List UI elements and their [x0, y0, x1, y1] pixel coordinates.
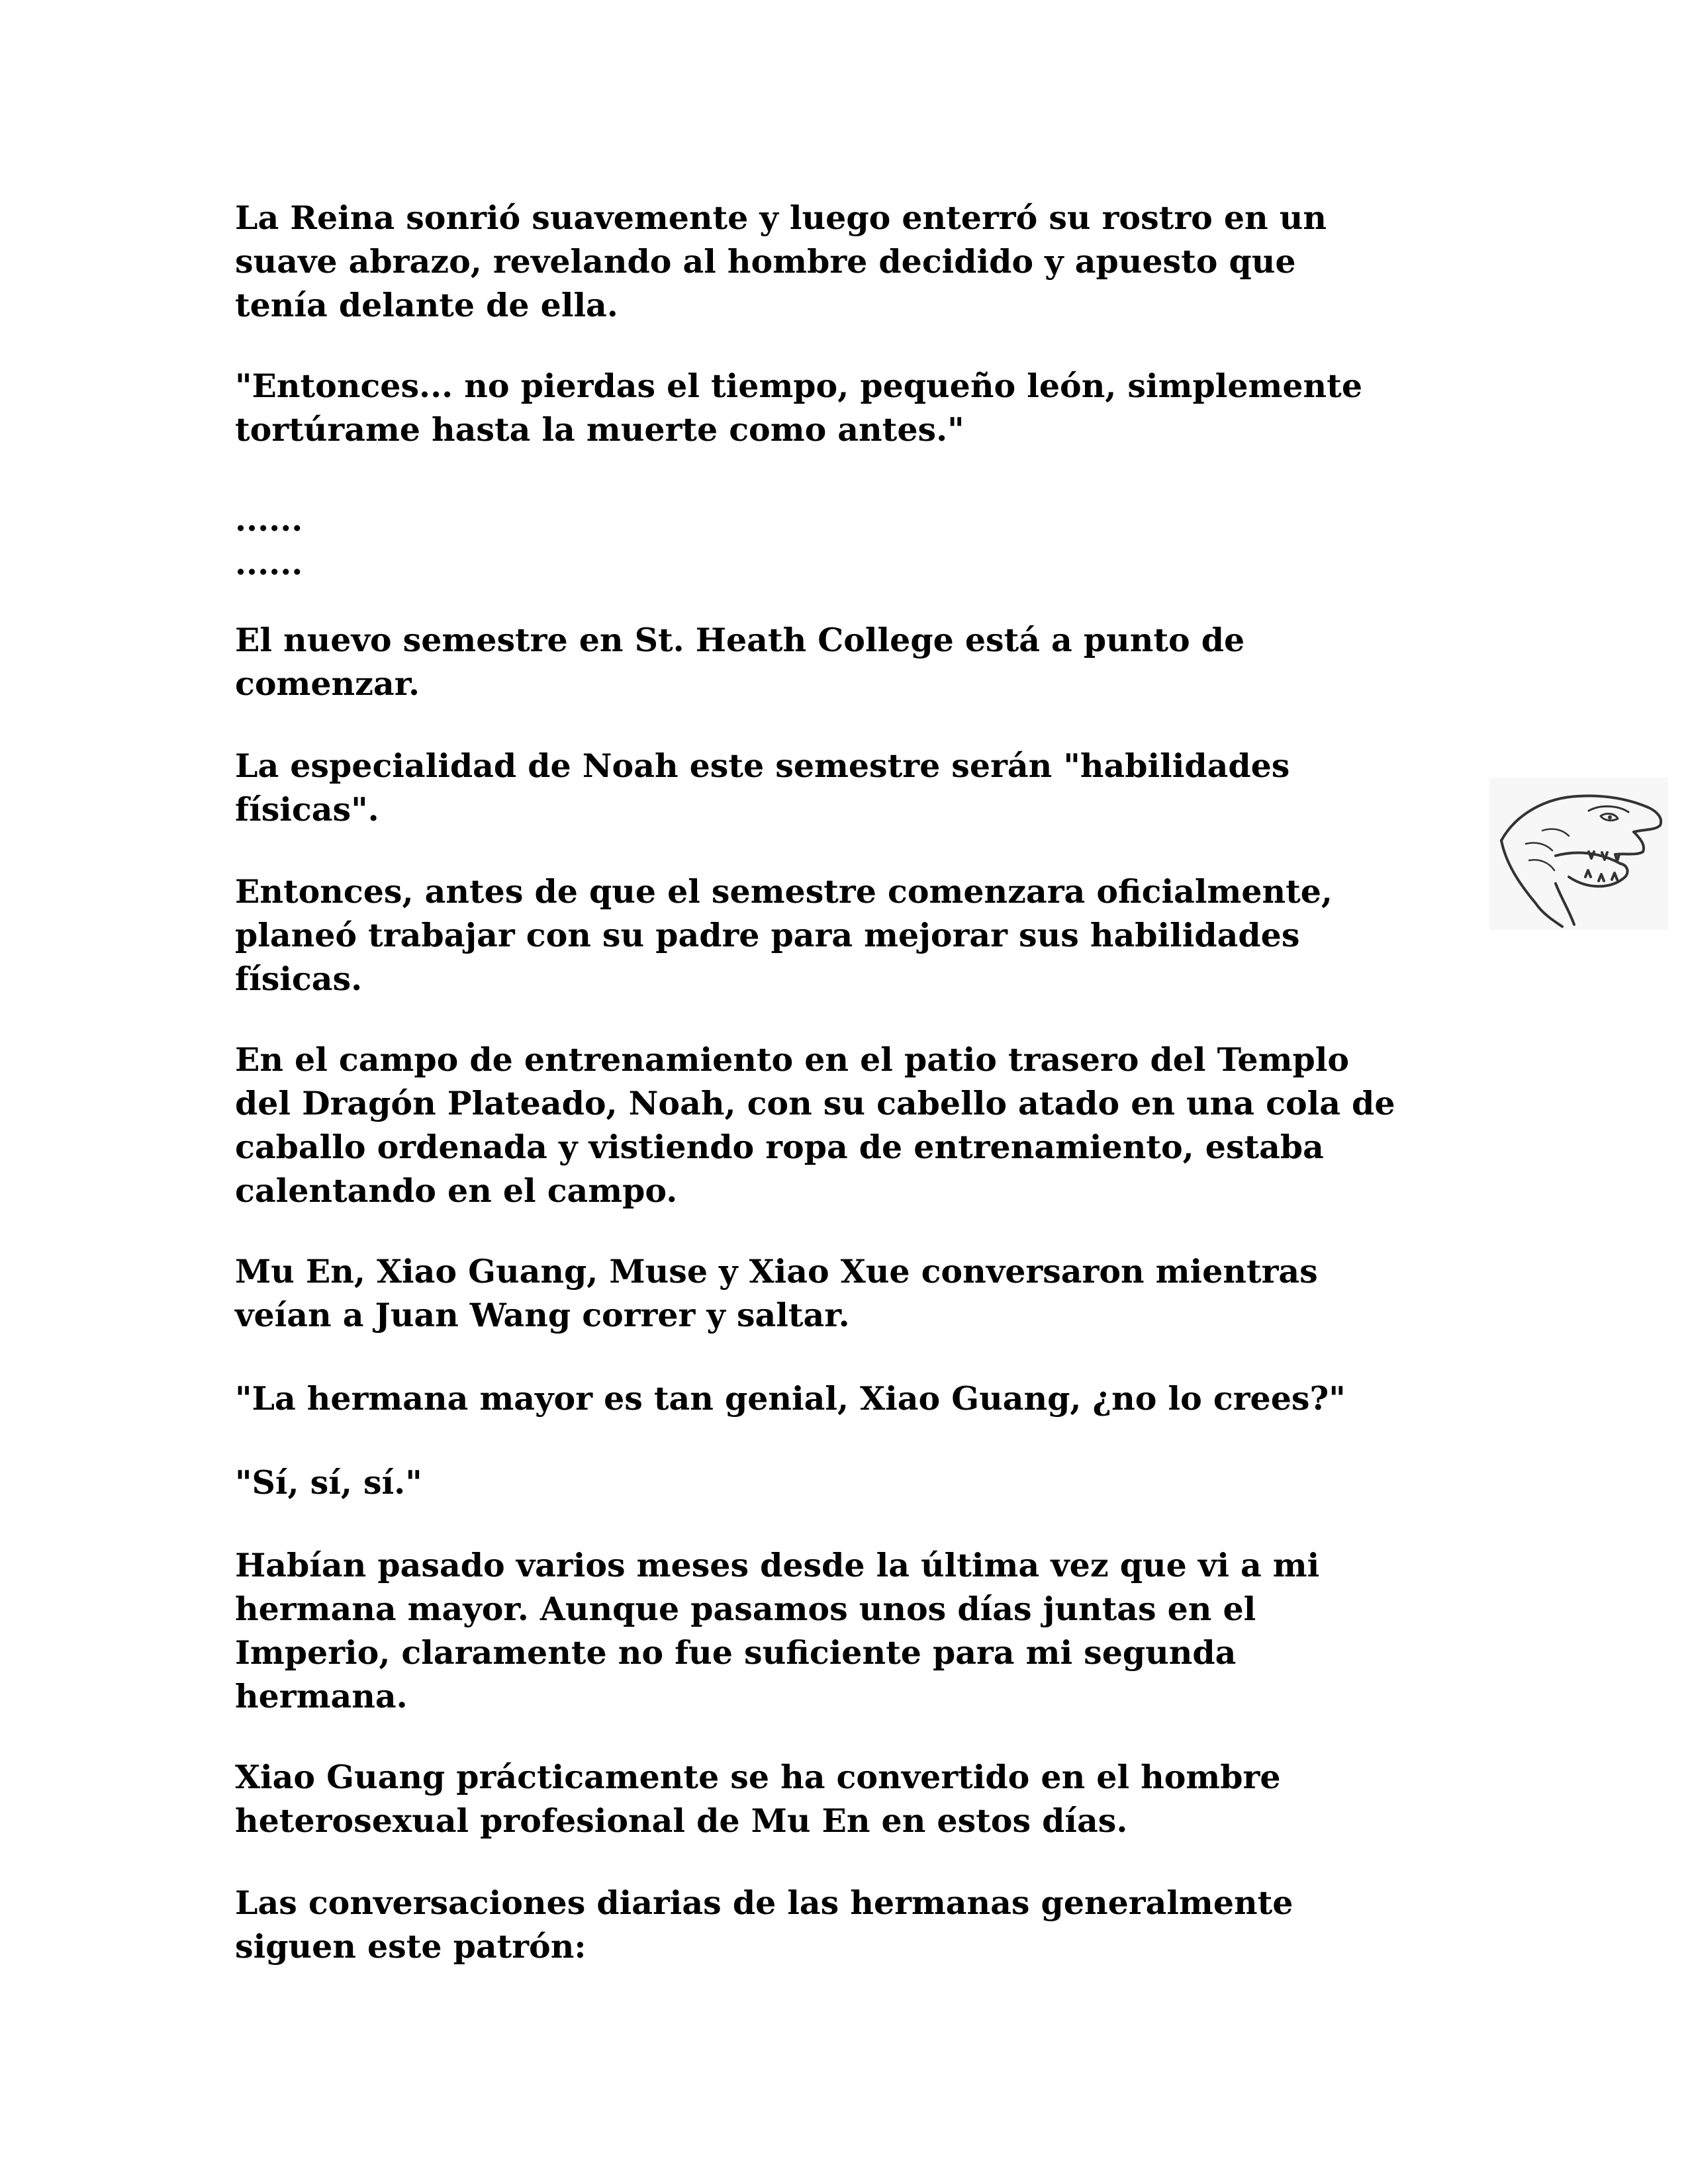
text-line: ......	[235, 544, 303, 582]
text-line: Mu En, Xiao Guang, Muse y Xiao Xue conversaron mientras	[235, 1252, 1318, 1291]
paragraph-3	[235, 618, 1493, 705]
text-line: La Reina sonrió suavemente y luego enterró su rostro en un	[235, 199, 1327, 237]
paragraph-2	[235, 364, 1493, 451]
paragraph-5	[235, 870, 1493, 1001]
text-line: veían a Juan Wang correr y saltar.	[235, 1296, 850, 1334]
text-line: Xiao Guang prácticamente se ha convertido en el hombre	[235, 1758, 1281, 1796]
text-line: Las conversaciones diarias de las hermanas generalmente	[235, 1884, 1293, 1922]
text-line: "Sí, sí, sí."	[235, 1463, 422, 1502]
text-line: En el campo de entrenamiento en el patio trasero del Templo	[235, 1040, 1350, 1079]
text-line: del Dragón Plateado, Noah, con su cabello atado en una cola de	[235, 1084, 1395, 1122]
text-line: "Entonces... no pierdas el tiempo, pequeño león, simplemente	[235, 367, 1362, 405]
paragraph-11	[235, 1755, 1493, 1843]
text-line: físicas".	[235, 790, 379, 829]
text-line: El nuevo semestre en St. Heath College está a punto de	[235, 621, 1245, 659]
text-line: comenzar.	[235, 664, 420, 703]
text-line: Habían pasado varios meses desde la última vez que vi a mi	[235, 1546, 1320, 1584]
text-line: tenía delante de ella.	[235, 286, 618, 324]
text-line: ......	[235, 500, 303, 539]
paragraph-1	[235, 196, 1493, 327]
text-line: tortúrame hasta la muerte como antes."	[235, 410, 964, 449]
paragraph-8	[235, 1377, 1493, 1420]
text-line: Entonces, antes de que el semestre comenzara oficialmente,	[235, 872, 1333, 911]
text-line: hermana.	[235, 1677, 408, 1715]
text-line: siguen este patrón:	[235, 1927, 586, 1966]
text-line: "La hermana mayor es tan genial, Xiao Guang, ¿no lo crees?"	[235, 1379, 1346, 1418]
text-line: La especialidad de Noah este semestre serán "habilidades	[235, 747, 1290, 785]
paragraph-7	[235, 1250, 1493, 1337]
text-line: heterosexual profesional de Mu En en estos días.	[235, 1801, 1128, 1840]
dinosaur-head-icon	[1489, 778, 1668, 930]
text-line: físicas.	[235, 960, 363, 998]
paragraph-4	[235, 744, 1493, 831]
paragraph-9	[235, 1461, 1493, 1504]
paragraph-10	[235, 1543, 1493, 1718]
text-line: Imperio, claramente no fue suficiente para mi segunda	[235, 1633, 1237, 1672]
text-line: hermana mayor. Aunque pasamos unos días juntas en el	[235, 1590, 1256, 1628]
text-line: calentando en el campo.	[235, 1171, 678, 1210]
text-line: planeó trabajar con su padre para mejorar sus habilidades	[235, 916, 1300, 954]
paragraph-12	[235, 1881, 1493, 1968]
separator-dots	[235, 498, 1493, 585]
paragraph-6	[235, 1038, 1493, 1212]
text-line: caballo ordenada y vistiendo ropa de entrenamiento, estaba	[235, 1128, 1324, 1166]
text-line: suave abrazo, revelando al hombre decidido y apuesto que	[235, 242, 1296, 281]
